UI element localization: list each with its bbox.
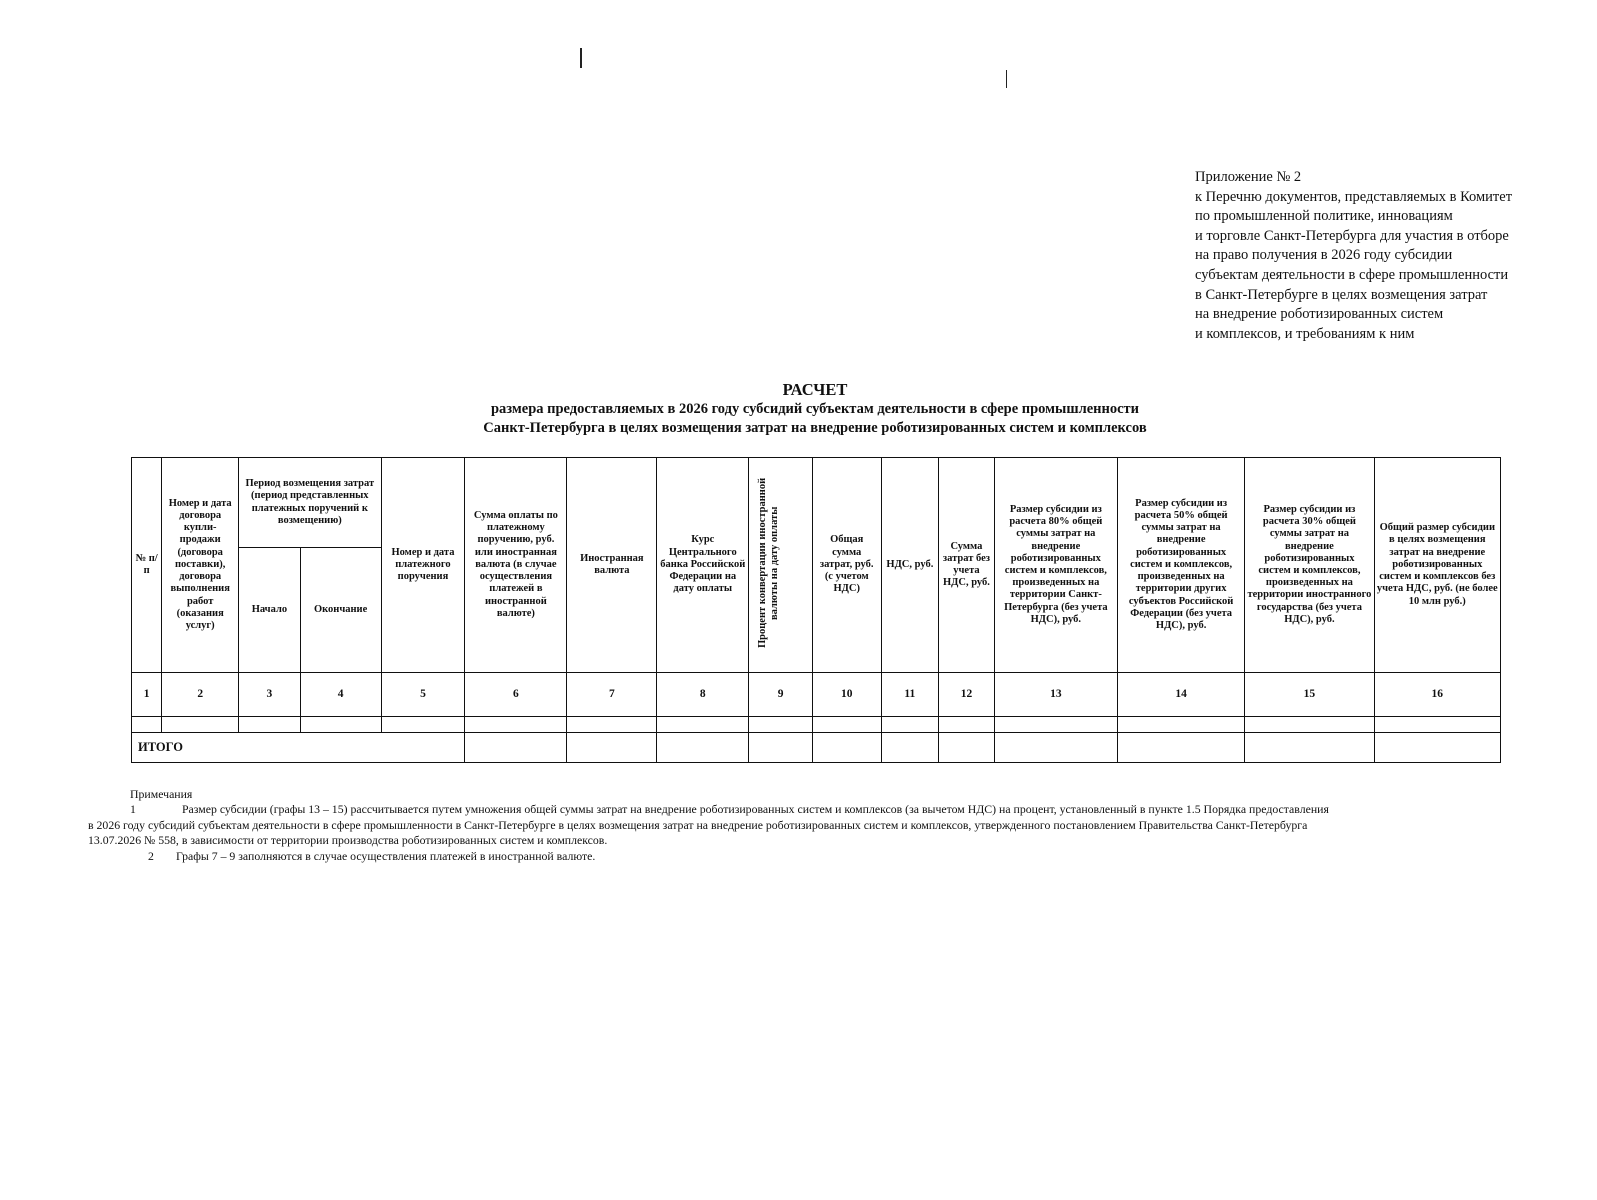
- column-number: 3: [239, 673, 301, 717]
- table-cell: [994, 733, 1117, 763]
- header-cell-15: Размер субсидии из расчета 30% общей суммы затрат на внедрение роботизированных систем и комплексов, произведенных на территории иностранного государства (без учета НДС), руб.: [1245, 458, 1374, 673]
- appendix-line: на право получения в 2026 году субсидии: [1195, 247, 1453, 264]
- note-2: [88, 849, 1508, 864]
- appendix-line: субъектам деятельности в сфере промышленности: [1195, 266, 1509, 283]
- table-cell: [1117, 717, 1244, 733]
- column-number: 8: [657, 673, 749, 717]
- table-cell: [994, 717, 1117, 733]
- header-cell-4: Окончание: [300, 548, 381, 673]
- notes-heading: Примечания: [130, 787, 193, 801]
- note-1-line-2: в 2026 году субсидий субъектам деятельности в сфере промышленности в Санкт-Петербурге в целях возмещения затрат на внедрение роботизированных систем и комплексов, утвержденного постановлением Правительства Санкт-Петербурга: [88, 817, 1308, 832]
- table-cell: [1374, 717, 1500, 733]
- table-cell: [1245, 717, 1374, 733]
- appendix-line: на внедрение роботизированных систем: [1195, 306, 1444, 323]
- title-main: РАСЧЕТ: [782, 380, 848, 399]
- total-label: ИТОГО: [132, 733, 465, 763]
- header-cell-10: Общая сумма затрат, руб. (с учетом НДС): [812, 458, 881, 673]
- header-cell-8: Курс Центрального банка Российской Федерации на дату оплаты: [657, 458, 749, 673]
- column-number: 7: [567, 673, 657, 717]
- column-number: 5: [381, 673, 465, 717]
- header-cell-5: Номер и дата платежного поручения: [381, 458, 465, 673]
- table-cell: [1374, 733, 1500, 763]
- table-cell: [162, 717, 239, 733]
- header-cell-16: Общий размер субсидии в целях возмещения затрат на внедрение роботизированных систем и комплексов без учета НДС, руб. (не более 10 млн руб.): [1374, 458, 1500, 673]
- table-cell: [749, 717, 813, 733]
- column-number: 10: [812, 673, 881, 717]
- table-cell: [465, 717, 567, 733]
- note-number: 2: [148, 848, 154, 863]
- appendix-line: и торговле Санкт-Петербурга для участия в отборе: [1195, 227, 1509, 244]
- title-line-1: размера предоставляемых в 2026 году субсидий субъектам деятельности в сфере промышленности: [490, 401, 1140, 417]
- table-cell: [657, 733, 749, 763]
- column-number: 16: [1374, 673, 1500, 717]
- column-number: 15: [1245, 673, 1374, 717]
- note-1-line-1: [88, 802, 1508, 817]
- table-cell: [812, 733, 881, 763]
- column-number: 12: [939, 673, 995, 717]
- appendix-line: и комплексов, и требованиям к ним: [1195, 325, 1415, 342]
- table-cell: [881, 733, 939, 763]
- header-cell-6: Сумма оплаты по платежному поручению, руб. или иностранная валюта (в случае осуществления платежей в иностранной валюте): [465, 458, 567, 673]
- header-cell-13: Размер субсидии из расчета 80% общей суммы затрат на внедрение роботизированных систем и комплексов, произведенных на территории Санкт-Петербурга (без учета НДС), руб.: [994, 458, 1117, 673]
- header-cell-12: Сумма затрат без учета НДС, руб.: [939, 458, 995, 673]
- appendix-line: в Санкт-Петербурге в целях возмещения затрат: [1195, 286, 1488, 303]
- table-cell: [1117, 733, 1244, 763]
- document-title: [130, 380, 1500, 438]
- header-cell-7: Иностранная валюта: [567, 458, 657, 673]
- note-text: Размер субсидии (графы 13 – 15) рассчитывается путем умножения общей суммы затрат на внедрение роботизированных систем и комплексов (за вычетом НДС) на процент, установленный в пункте 1.5 Порядка предоставления: [182, 802, 1329, 817]
- notes-section: [88, 787, 1508, 864]
- table-cell: [300, 717, 381, 733]
- appendix-line: Приложение № 2: [1195, 169, 1302, 185]
- table-cell: [939, 733, 995, 763]
- appendix-line: по промышленной политике, инновациям: [1195, 208, 1453, 225]
- table-cell: [939, 717, 995, 733]
- calculation-table: [131, 457, 1501, 763]
- column-number: 9: [749, 673, 813, 717]
- table-cell: [812, 717, 881, 733]
- appendix-header: [1195, 168, 1585, 344]
- header-cell-2: Номер и дата договора купли-продажи (договора поставки), договора выполнения работ (оказания услуг): [162, 458, 239, 673]
- column-number: 11: [881, 673, 939, 717]
- column-number: 6: [465, 673, 567, 717]
- table-cell: [381, 717, 465, 733]
- header-cell-3: Начало: [239, 548, 301, 673]
- total-row: [132, 733, 1501, 763]
- table-row: [132, 717, 1501, 733]
- table-cell: [1245, 733, 1374, 763]
- note-text: Графы 7 – 9 заполняются в случае осуществления платежей в иностранной валюте.: [176, 848, 596, 863]
- column-number: 14: [1117, 673, 1244, 717]
- title-line-2: Санкт-Петербурга в целях возмещения затрат на внедрение роботизированных систем и комплексов: [483, 420, 1147, 436]
- table-cell: [749, 733, 813, 763]
- header-cell-3-4-group: Период возмещения затрат (период представленных платежных поручений к возмещению): [239, 458, 381, 548]
- header-cell-14: Размер субсидии из расчета 50% общей суммы затрат на внедрение роботизированных систем и комплексов, произведенных на территории других субъектов Российской Федерации (без учета НДС), руб.: [1117, 458, 1244, 673]
- scan-mark: [1006, 70, 1007, 88]
- table-cell: [881, 717, 939, 733]
- header-cell-9: [749, 458, 813, 673]
- header-cell-1: № п/п: [132, 458, 162, 673]
- table-cell: [657, 717, 749, 733]
- column-number: 4: [300, 673, 381, 717]
- table-cell: [239, 717, 301, 733]
- note-number: 1: [130, 802, 136, 817]
- appendix-line: к Перечню документов, представляемых в Комитет: [1195, 188, 1513, 205]
- column-number: 1: [132, 673, 162, 717]
- table-cell: [132, 717, 162, 733]
- header-cell-11: НДС, руб.: [881, 458, 939, 673]
- table-cell: [567, 733, 657, 763]
- table-cell: [567, 717, 657, 733]
- column-number: 2: [162, 673, 239, 717]
- scan-mark: [580, 48, 582, 68]
- column-number: 13: [994, 673, 1117, 717]
- note-1-line-3: 13.07.2026 № 558, в зависимости от территории производства роботизированных систем и комплексов.: [88, 833, 608, 848]
- table-cell: [465, 733, 567, 763]
- header-cell-9-text: Процент конвертации иностранной валюты на дату оплаты: [756, 477, 780, 648]
